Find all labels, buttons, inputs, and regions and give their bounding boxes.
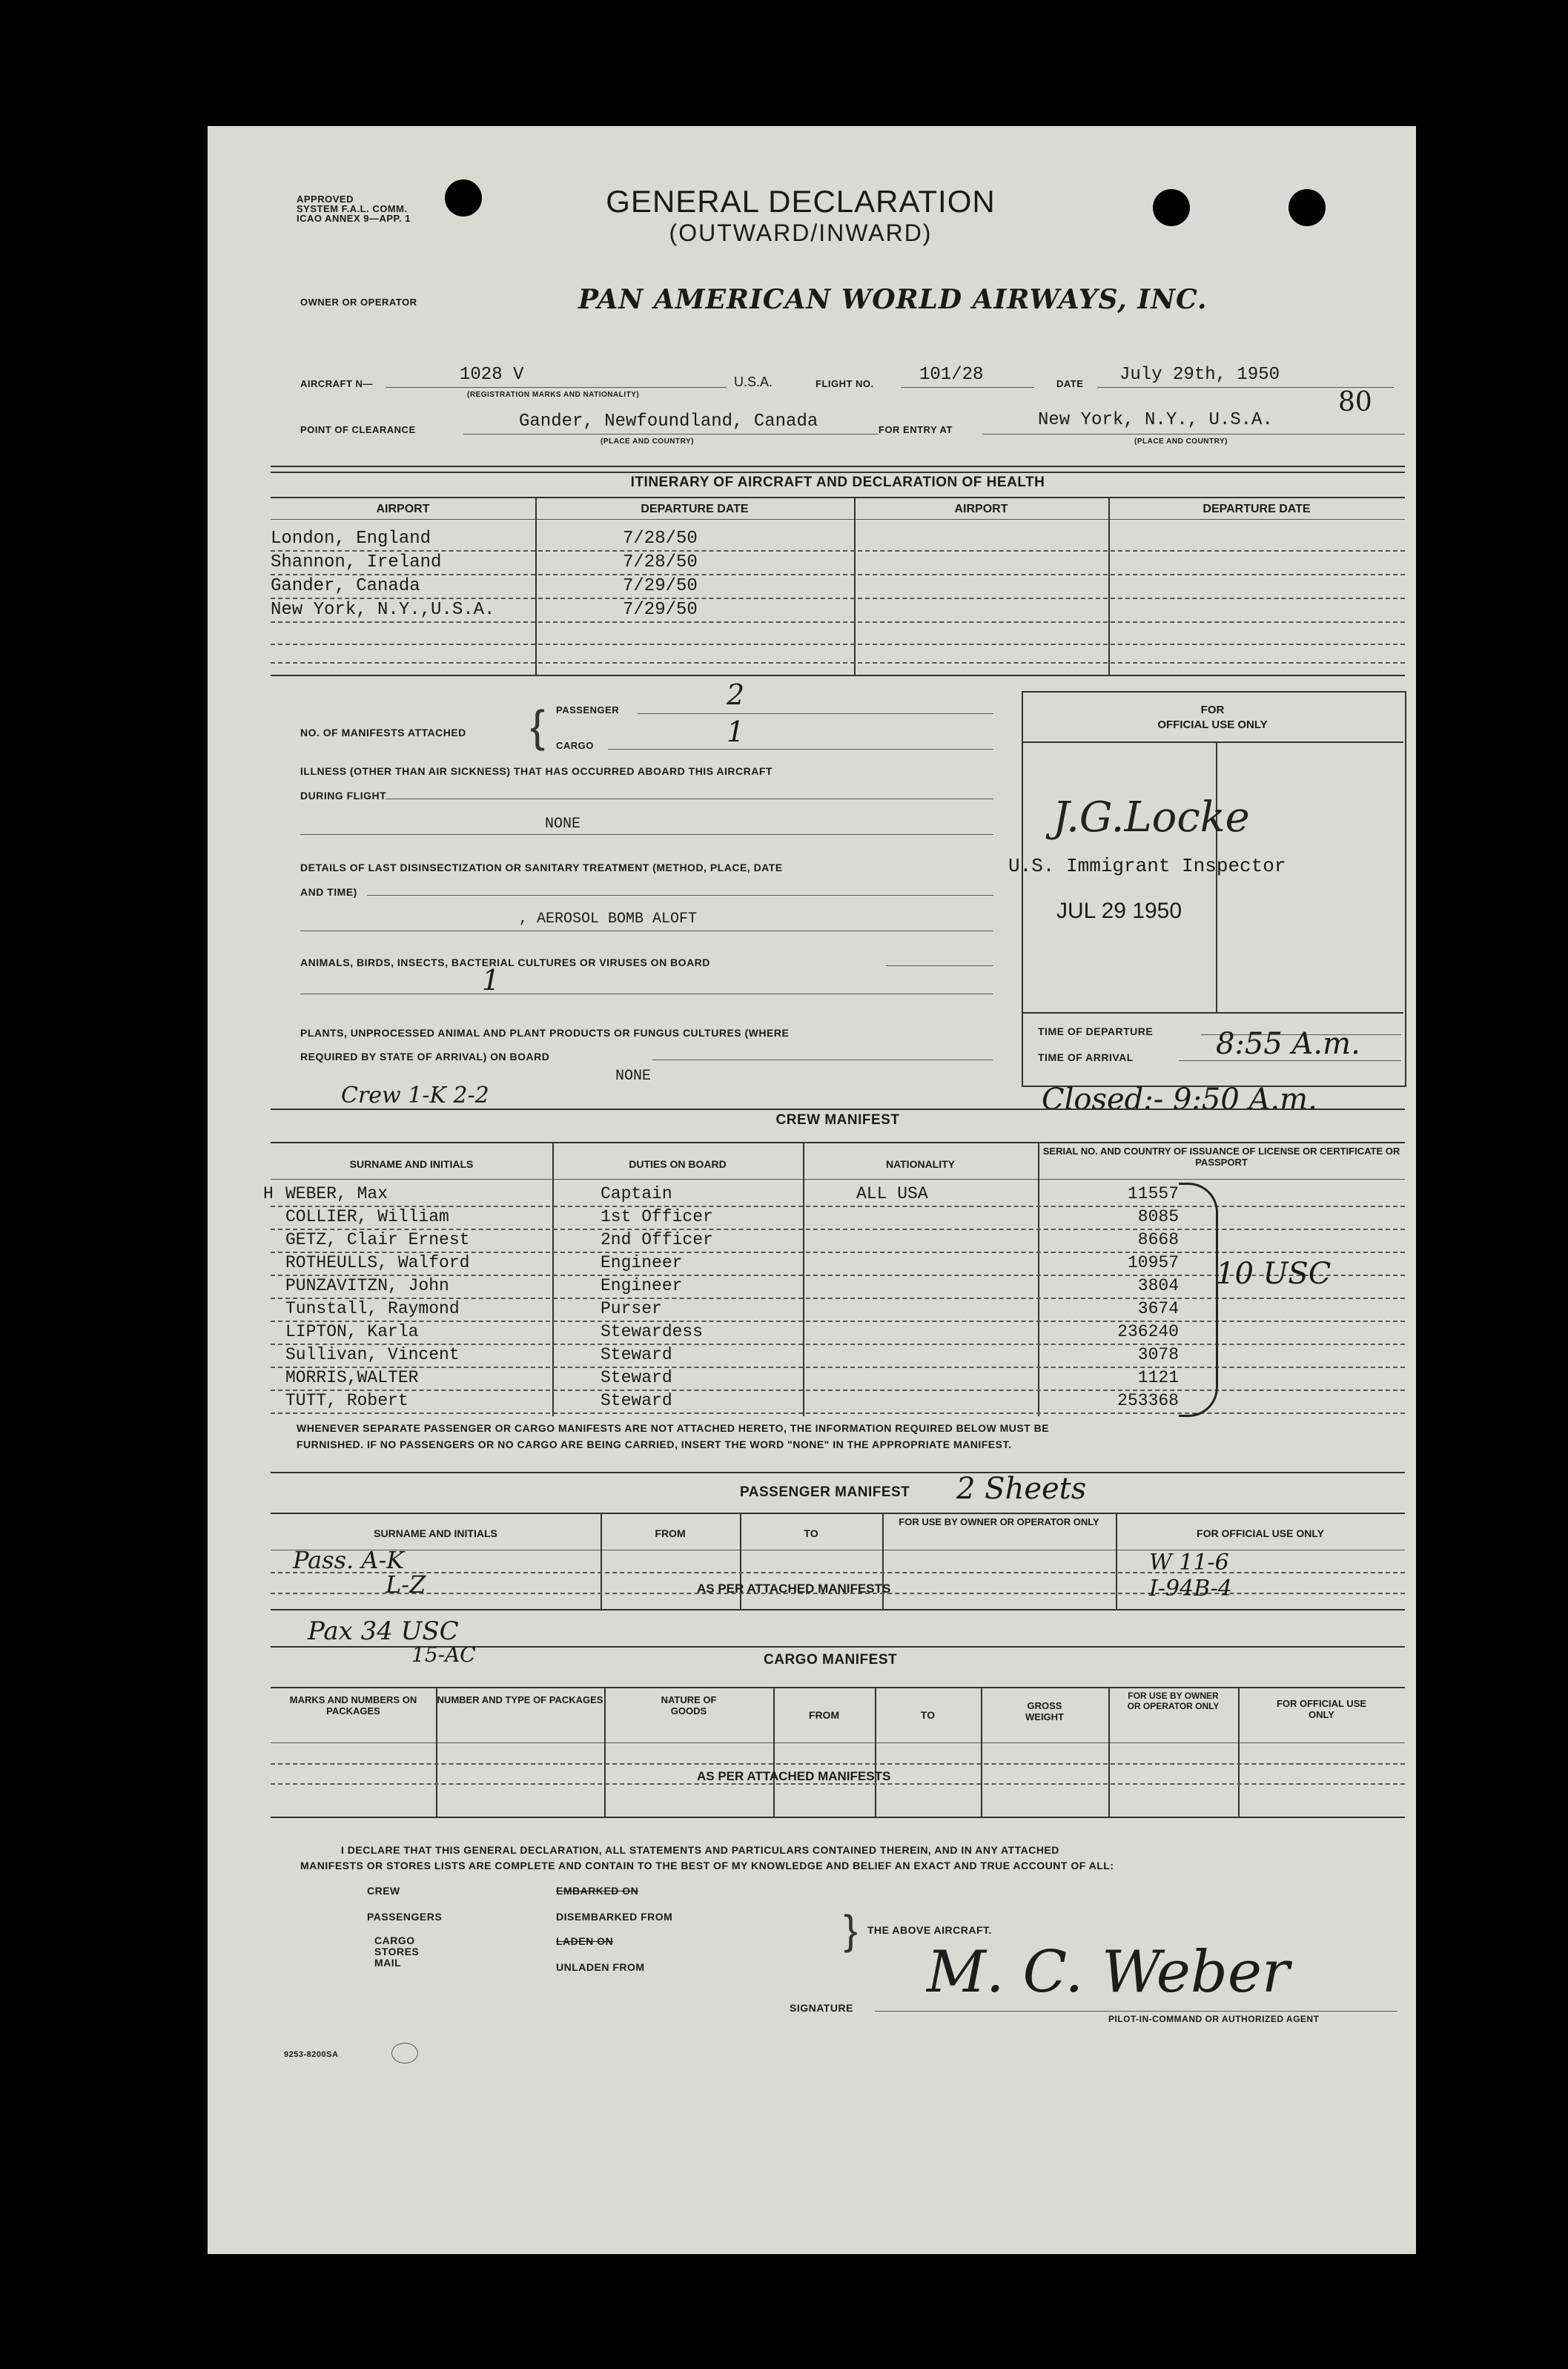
cargo-header-official: FOR OFFICIAL USE ONLY	[1276, 1698, 1367, 1720]
passenger-official-note-2: I-94B-4	[1149, 1576, 1232, 1602]
inspection-date-stamp: JUL 29 1950	[1056, 899, 1182, 923]
manifest-brace: {	[530, 701, 546, 751]
operator-name: PAN AMERICAN WORLD AIRWAYS, INC.	[578, 284, 1208, 315]
nationality-code: U.S.A.	[734, 374, 773, 389]
departure-time-label: TIME OF DEPARTURE	[1038, 1025, 1154, 1037]
declaration-passengers: PASSENGERS	[367, 1911, 443, 1923]
passenger-range-2: L-Z	[386, 1570, 426, 1599]
crew-row-serial: 11557	[1127, 1184, 1179, 1203]
crew-row-duty: Stewardess	[601, 1322, 704, 1341]
crew-row-name: COLLIER, William	[285, 1207, 449, 1226]
crew-row-serial: 236240	[1117, 1322, 1179, 1341]
itinerary-row-airport: London, England	[271, 529, 431, 549]
itinerary-header-airport: AIRPORT	[376, 503, 430, 515]
signature-label: SIGNATURE	[790, 2002, 853, 2014]
aircraft-label: AIRCRAFT N—	[300, 378, 373, 389]
itinerary-title: ITINERARY OF AIRCRAFT AND DECLARATION OF HEALTH	[630, 475, 1045, 490]
flight-date: July 29th, 1950	[1119, 365, 1280, 385]
passenger-range-1: Pass. A-K	[293, 1546, 405, 1574]
plants-label: REQUIRED BY STATE OF ARRIVAL) ON BOARD	[300, 1051, 550, 1063]
form-title: GENERAL DECLARATION (OUTWARD/INWARD)	[606, 184, 996, 246]
itinerary-header-date-2: DEPARTURE DATE	[1203, 503, 1311, 515]
passenger-header-from: FROM	[655, 1527, 686, 1539]
passenger-manifest-title: PASSENGER MANIFEST	[740, 1484, 910, 1500]
form-code: 9253-8200SA	[284, 2050, 339, 2059]
animals-value: 1	[482, 964, 500, 997]
owner-label: OWNER OR OPERATOR	[300, 297, 417, 308]
illness-label: ILLNESS (OTHER THAN AIR SICKNESS) THAT HAS OCCURRED ABOARD THIS AIRCRAFT	[300, 765, 773, 777]
cargo-header-owner: FOR USE BY OWNER OR OPERATOR ONLY	[1127, 1691, 1220, 1711]
animals-label: ANIMALS, BIRDS, INSECTS, BACTERIAL CULTURES OR VIRUSES ON BOARD	[300, 956, 710, 968]
crew-row-name: Tunstall, Raymond	[285, 1299, 460, 1318]
crew-row-duty: Captain	[601, 1184, 672, 1203]
crew-row-duty: 2nd Officer	[601, 1230, 713, 1249]
declaration-laden: LADEN ON	[556, 1935, 614, 1947]
declaration-text: I DECLARE THAT THIS GENERAL DECLARATION, ALL STATEMENTS AND PARTICULARS CONTAINED THEREIN, AND IN ANY ATTACHED	[341, 1844, 1059, 1856]
crew-row-serial: 3078	[1137, 1345, 1179, 1364]
clearance-label: POINT OF CLEARANCE	[300, 424, 416, 435]
declaration-cargo: CARGO STORES MAIL	[374, 1934, 420, 1969]
cargo-header-marks: MARKS AND NUMBERS ON PACKAGES	[289, 1694, 417, 1717]
plants-label: PLANTS, UNPROCESSED ANIMAL AND PLANT PRODUCTS OR FUNGUS CULTURES (WHERE	[300, 1027, 790, 1039]
declaration-disembarked: DISEMBARKED FROM	[556, 1911, 673, 1923]
crew-row-name: Sullivan, Vincent	[285, 1345, 460, 1364]
arrival-time-label: TIME OF ARRIVAL	[1038, 1051, 1134, 1063]
entry-label: FOR ENTRY AT	[879, 424, 953, 435]
crew-count-note: Crew 1-K 2-2	[341, 1083, 489, 1108]
crew-row-serial: 253368	[1117, 1391, 1179, 1410]
declaration-unladen: UNLADEN FROM	[556, 1961, 645, 1973]
crew-row-name: PUNZAVITZN, John	[285, 1276, 449, 1295]
pilot-signature: M. C. Weber	[927, 1939, 1290, 2006]
crew-row-rule	[271, 1413, 1405, 1414]
closed-time-note: Closed:- 9:50 A.m.	[1042, 1083, 1317, 1117]
cargo-header-nature: NATURE OF GOODS	[661, 1694, 717, 1717]
crew-row-duty: Engineer	[601, 1253, 683, 1272]
declaration-text: MANIFESTS OR STORES LISTS ARE COMPLETE AND CONTAIN TO THE BEST OF MY KNOWLEDGE AND BELIEF AN EXACT AND TRUE ACCOUNT OF ALL:	[300, 1860, 1114, 1871]
passenger-header-official: FOR OFFICIAL USE ONLY	[1197, 1527, 1324, 1539]
crew-row-duty: 1st Officer	[601, 1207, 713, 1226]
crew-header-serial: SERIAL NO. AND COUNTRY OF ISSUANCE OF LICENSE OR CERTIFICATE OR PASSPORT	[1042, 1146, 1400, 1168]
passenger-header-owner: FOR USE BY OWNER OR OPERATOR ONLY	[899, 1516, 1099, 1527]
itinerary-row-airport: New York, N.Y.,U.S.A.	[271, 600, 495, 620]
crew-row-serial: 8668	[1137, 1230, 1179, 1249]
printer-mark-icon	[391, 2043, 418, 2064]
illness-value: NONE	[545, 816, 581, 833]
point-of-clearance: Gander, Newfoundland, Canada	[519, 412, 818, 432]
pax-note: Pax 34 USC	[308, 1616, 459, 1646]
crew-row-duty: Steward	[601, 1345, 672, 1364]
passenger-manifest-count: 2	[727, 678, 745, 711]
aircraft-number: 1028 V	[460, 365, 524, 385]
punch-hole	[1289, 189, 1326, 226]
crew-row-name: MORRIS,WALTER	[285, 1368, 419, 1387]
cargo-header-number: NUMBER AND TYPE OF PACKAGES	[437, 1694, 603, 1705]
passenger-header-to: TO	[804, 1527, 818, 1539]
punch-hole	[445, 179, 482, 217]
place-note: (PLACE AND COUNTRY)	[601, 437, 694, 446]
crew-header-nationality: NATIONALITY	[885, 1158, 956, 1170]
pax-note: 15-AC	[411, 1642, 476, 1667]
crew-row-serial: 3674	[1137, 1299, 1179, 1318]
place-note: (PLACE AND COUNTRY)	[1134, 437, 1228, 446]
cargo-manifest-title: CARGO MANIFEST	[764, 1652, 898, 1668]
itinerary-row-airport: Gander, Canada	[271, 576, 420, 596]
cargo-header-weight: GROSS WEIGHT	[1025, 1700, 1064, 1722]
crew-row-name: ROTHEULLS, Walford	[285, 1253, 470, 1272]
declaration-embarked: EMBARKED ON	[556, 1885, 639, 1897]
declaration-brace: }	[844, 1906, 858, 1953]
itinerary-row-date: 7/29/50	[623, 600, 698, 620]
crew-manifest-title: CREW MANIFEST	[775, 1112, 900, 1128]
itinerary-header-airport-2: AIRPORT	[954, 503, 1008, 515]
passenger-as-per-note: AS PER ATTACHED MANIFESTS	[697, 1582, 891, 1596]
crew-row-serial: 1121	[1137, 1368, 1179, 1387]
crew-row-nationality: ALL USA	[856, 1184, 928, 1203]
cargo-manifest-count: 1	[727, 716, 745, 748]
registration-note: (REGISTRATION MARKS AND NATIONALITY)	[467, 391, 640, 399]
entry-point: New York, N.Y., U.S.A.	[1038, 410, 1273, 430]
flight-number: 101/28	[919, 365, 984, 385]
itinerary-row-date: 7/28/50	[623, 552, 698, 572]
crew-row-serial: 8085	[1137, 1207, 1179, 1226]
crew-row-duty: Steward	[601, 1368, 672, 1387]
manifests-label: NO. OF MANIFESTS ATTACHED	[300, 727, 466, 739]
passenger-official-note-1: W 11-6	[1149, 1550, 1229, 1576]
crew-row-duty: Steward	[601, 1391, 672, 1410]
punch-hole	[1153, 189, 1190, 226]
approval-note: APPROVED SYSTEM F.A.L. COMM. ICAO ANNEX 9—APP. 1	[297, 194, 411, 224]
crew-row-duty: Engineer	[601, 1276, 683, 1295]
itinerary-row-date: 7/28/50	[623, 529, 698, 549]
crew-row-rule	[271, 1390, 1405, 1391]
crew-row-name: TUTT, Robert	[285, 1391, 408, 1410]
crew-row-name: LIPTON, Karla	[285, 1322, 419, 1341]
inspector-signature: J.G.Locke	[1053, 793, 1250, 842]
itinerary-row-date: 7/29/50	[623, 576, 698, 596]
crew-row-name: WEBER, Max	[285, 1184, 388, 1203]
crew-row-rule	[271, 1321, 1405, 1322]
passenger-sheets-note: 2 Sheets	[956, 1472, 1087, 1506]
crew-row-name: GETZ, Clair Ernest	[285, 1230, 470, 1249]
itinerary-header-date: DEPARTURE DATE	[641, 503, 749, 515]
crew-row-marker: H	[263, 1184, 274, 1203]
official-use-heading: FOR OFFICIAL USE ONLY	[1157, 704, 1268, 731]
declaration-above-aircraft: THE ABOVE AIRCRAFT.	[867, 1924, 992, 1936]
itinerary-row-airport: Shannon, Ireland	[271, 552, 442, 572]
disinsection-value: , AEROSOL BOMB ALOFT	[519, 911, 698, 928]
crew-row-serial: 3804	[1137, 1276, 1179, 1295]
manifest-footnote: FURNISHED. IF NO PASSENGERS OR NO CARGO ARE BEING CARRIED, INSERT THE WORD "NONE" IN THE APPROPRIATE MANIFEST.	[297, 1438, 1012, 1450]
crew-header-name: SURNAME AND INITIALS	[349, 1158, 474, 1170]
plants-value: NONE	[615, 1068, 652, 1085]
declaration-crew: CREW	[367, 1885, 400, 1897]
pilot-in-command-label: PILOT-IN-COMMAND OR AUTHORIZED AGENT	[1108, 2014, 1320, 2024]
cargo-header-to: TO	[920, 1709, 936, 1721]
cargo-header-from: FROM	[808, 1709, 840, 1721]
disinsection-label: AND TIME)	[300, 886, 357, 898]
crew-bracket	[1179, 1183, 1218, 1417]
cargo-as-per-note: AS PER ATTACHED MANIFESTS	[697, 1769, 891, 1783]
crew-row-duty: Purser	[601, 1299, 662, 1318]
page-number: 80	[1338, 387, 1372, 417]
crew-row-rule	[271, 1367, 1405, 1368]
disinsection-label: DETAILS OF LAST DISINSECTIZATION OR SANITARY TREATMENT (METHOD, PLACE, DATE	[300, 862, 783, 873]
crew-header-duties: DUTIES ON BOARD	[629, 1158, 727, 1170]
date-label: DATE	[1056, 378, 1084, 389]
flight-label: FLIGHT NO.	[816, 378, 874, 389]
crew-bracket-note: 10 USC	[1216, 1257, 1332, 1291]
arrival-time-value: 8:55 A.m.	[1216, 1027, 1360, 1061]
immigrant-inspector-stamp: U.S. Immigrant Inspector	[1008, 855, 1286, 877]
passenger-header-name: SURNAME AND INITIALS	[374, 1527, 497, 1539]
manifest-footnote: WHENEVER SEPARATE PASSENGER OR CARGO MANIFESTS ARE NOT ATTACHED HERETO, THE INFORMATION REQUIRED BELOW MUST BE	[297, 1422, 1050, 1434]
cargo-count-label: CARGO	[556, 740, 594, 751]
passenger-count-label: PASSENGER	[556, 704, 620, 716]
illness-label: DURING FLIGHT	[300, 790, 387, 802]
crew-row-serial: 10957	[1127, 1253, 1179, 1272]
